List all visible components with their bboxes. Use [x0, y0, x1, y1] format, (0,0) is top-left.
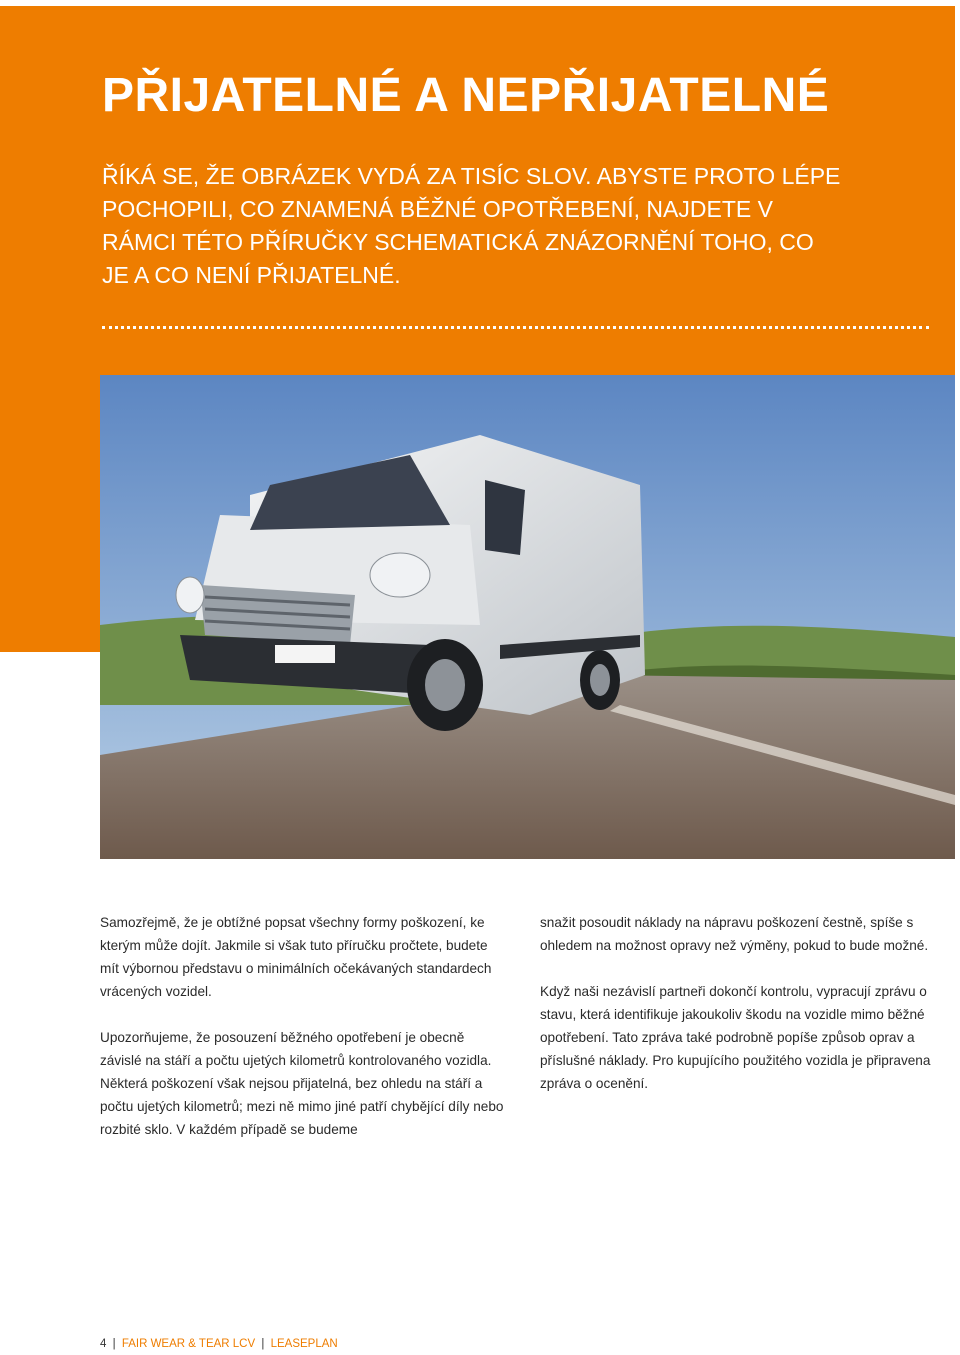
text-column-right: [540, 911, 950, 1118]
footer-separator: |: [261, 1338, 265, 1350]
van-photo: [100, 375, 955, 859]
paragraph: snažit posoudit náklady na nápravu poškození čestně, spíše s ohledem na možnost opravy než výměny, pokud to bude možné.: [540, 915, 929, 953]
text-column-left: [100, 911, 505, 1164]
page-footer: [100, 1338, 338, 1350]
paragraph: Když naši nezávislí partneři dokončí kontrolu, vypracují zprávu o stavu, která identifikuje jakoukoliv škodu na vozidle mimo běžné opotřebení. Tato zpráva také podrobně popíše způsob oprav a příslušné náklady. Pro kupujícího použitého vozidla je připravena zpráva o ocenění.: [540, 984, 931, 1091]
footer-brand: LEASEPLAN: [270, 1338, 338, 1350]
dotted-divider: [102, 326, 929, 333]
intro-text: ŘÍKÁ SE, ŽE OBRÁZEK VYDÁ ZA TISÍC SLOV. ABYSTE PROTO LÉPE POCHOPILI, CO ZNAMENÁ BĚŽNÉ OPOTŘEBENÍ, NAJDETE V RÁMCI TÉTO PŘÍRUČKY SCHEMATICKÁ ZNÁZORNĚNÍ TOHO, CO JE A CO NENÍ PŘIJATELNÉ.: [102, 163, 841, 288]
paragraph: Upozorňujeme, že posouzení běžného opotřebení je obecně závislé na stáří a počtu ujetých kilometrů kontrolovaného vozidla. Některá poškození však nejsou přijatelná, bez ohledu na stáří a počtu ujetých kilometrů; mezi ně mimo jiné patří chybějící díly nebo rozbité sklo. V každém případě se budeme: [100, 1030, 504, 1137]
page-number: 4: [100, 1338, 107, 1350]
footer-doc-title: FAIR WEAR & TEAR LCV: [121, 1338, 256, 1350]
footer-separator: |: [112, 1338, 116, 1350]
paragraph: Samozřejmě, že je obtížné popsat všechny formy poškození, ke kterým může dojít. Jakmile si však tuto příručku pročtete, budete mít výbornou představu o minimálních očekávaných standardech vrácených vozidel.: [100, 915, 492, 999]
page-title: PŘIJATELNÉ A NEPŘIJATELNÉ: [102, 69, 830, 122]
